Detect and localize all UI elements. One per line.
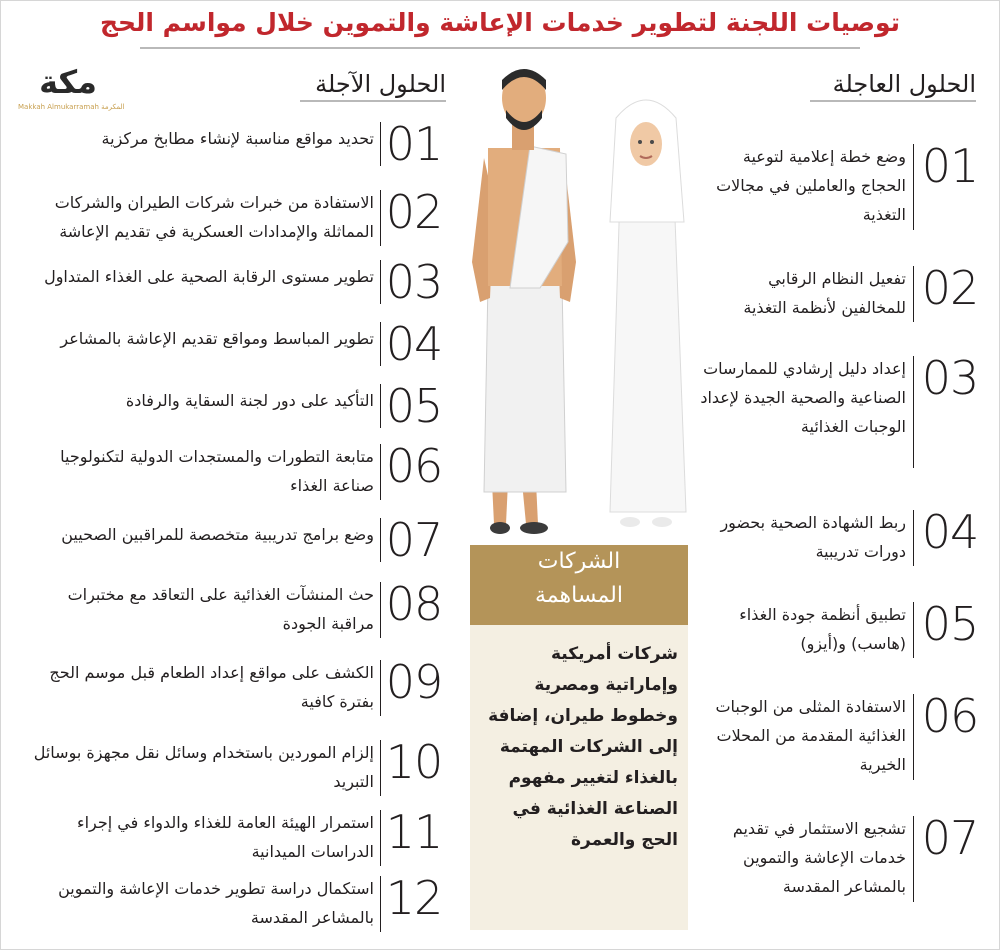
item-number: 05: [921, 597, 979, 651]
item-text: الاستفادة المثلى من الوجبات الغذائية المقدمة من المحلات الخيرية: [715, 697, 906, 774]
item-text: تحديد مواقع مناسبة لإنشاء مطابخ مركزية: [101, 129, 374, 148]
item-text: استكمال دراسة تطوير خدمات الإعاشة والتموين بالمشاعر المقدسة: [58, 879, 374, 927]
divider: [380, 322, 381, 366]
title-underline: [140, 47, 860, 49]
divider: [913, 602, 914, 658]
item-number: 11: [385, 805, 443, 859]
divider: [913, 266, 914, 322]
item-text: متابعة التطورات والمستجدات الدولية لتكنولوجيا صناعة الغذاء: [60, 447, 374, 495]
divider: [380, 660, 381, 716]
divider: [913, 694, 914, 780]
item-number: 06: [921, 689, 979, 743]
divider: [380, 260, 381, 304]
partners-box-body: [470, 625, 688, 930]
partners-description: شركات أمريكية وإماراتية ومصرية وخطوط طيران، إضافة إلى الشركات المهتمة بالغذاء لتغيير مفهوم الصناعة الغذائية في الحج والعمرة: [488, 644, 678, 850]
item-text: التأكيد على دور لجنة السقاية والرفادة: [125, 391, 374, 410]
divider: [913, 510, 914, 566]
item-number: 04: [385, 317, 443, 371]
female-pilgrim-figure: [610, 100, 686, 527]
item-text: إعداد دليل إرشادي للممارسات الصناعية والصحية الجيدة لإعداد الوجبات الغذائية: [700, 359, 906, 436]
logo-tagline: Makkah Almukarramah المكرمة: [18, 103, 125, 111]
item-number: 06: [385, 439, 443, 493]
item-number: 12: [385, 871, 443, 925]
divider: [380, 122, 381, 166]
item-text: وضع برامج تدريبية متخصصة للمراقبين الصحيين: [61, 525, 374, 544]
item-number: 03: [921, 351, 979, 405]
divider: [913, 816, 914, 902]
item-text: تشجيع الاستثمار في تقديم خدمات الإعاشة والتموين بالمشاعر المقدسة: [732, 819, 906, 896]
divider: [380, 876, 381, 932]
urgent-solutions-heading: الحلول العاجلة: [810, 70, 976, 102]
item-text: تطبيق أنظمة جودة الغذاء (هاسب) و(أيزو): [739, 605, 906, 653]
divider: [380, 444, 381, 500]
item-number: 01: [385, 117, 443, 171]
divider: [913, 144, 914, 230]
divider: [380, 190, 381, 246]
item-text: الاستفادة من خبرات شركات الطيران والشركات المماثلة والإمدادات العسكرية في تقديم الإعاشة: [54, 193, 374, 241]
item-number: 02: [385, 185, 443, 239]
item-text: استمرار الهيئة العامة للغذاء والدواء في إجراء الدراسات الميدانية: [77, 813, 374, 861]
item-number: 08: [385, 577, 443, 631]
divider: [913, 356, 914, 468]
partners-box-heading: [470, 545, 688, 625]
item-text: حث المنشآت الغذائية على التعاقد مع مختبرات مراقبة الجودة: [67, 585, 374, 633]
divider: [380, 740, 381, 796]
divider: [380, 582, 381, 638]
item-text: الكشف على مواقع إعداد الطعام قبل موسم الحج بفترة كافية: [49, 663, 374, 711]
item-number: 02: [921, 261, 979, 315]
item-number: 07: [385, 513, 443, 567]
item-number: 05: [385, 379, 443, 433]
divider: [380, 518, 381, 562]
logo-mark: مكة: [39, 63, 97, 101]
makkah-logo: [18, 62, 125, 114]
male-pilgrim-figure: [472, 69, 576, 534]
item-text: تطوير مستوى الرقابة الصحية على الغذاء المتداول: [44, 267, 374, 286]
item-text: ربط الشهادة الصحية بحضور دورات تدريبية: [720, 513, 906, 561]
deferred-solutions-heading: الحلول الآجلة: [300, 70, 446, 102]
item-text: إلزام الموردين باستخدام وسائل نقل مجهزة بوسائل التبريد: [33, 743, 374, 791]
divider: [380, 810, 381, 866]
item-number: 04: [921, 505, 979, 559]
pilgrims-illustration: [470, 62, 700, 542]
item-text: تطوير المباسط ومواقع تقديم الإعاشة بالمشاعر: [60, 329, 374, 348]
item-number: 09: [385, 655, 443, 709]
page-title: توصيات اللجنة لتطوير خدمات الإعاشة والتموين خلال مواسم الحج: [99, 8, 901, 37]
divider: [380, 384, 381, 428]
item-text: تفعيل النظام الرقابي للمخالفين لأنظمة التغذية: [743, 269, 906, 317]
partners-heading-line1: الشركات: [537, 549, 621, 574]
item-number: 03: [385, 255, 443, 309]
item-number: 10: [385, 735, 443, 789]
partners-heading-line2: المساهمة: [535, 583, 623, 608]
item-number: 07: [921, 811, 979, 865]
item-number: 01: [921, 139, 979, 193]
item-text: وضع خطة إعلامية لتوعية الحجاج والعاملين في مجالات التغذية: [716, 147, 906, 224]
